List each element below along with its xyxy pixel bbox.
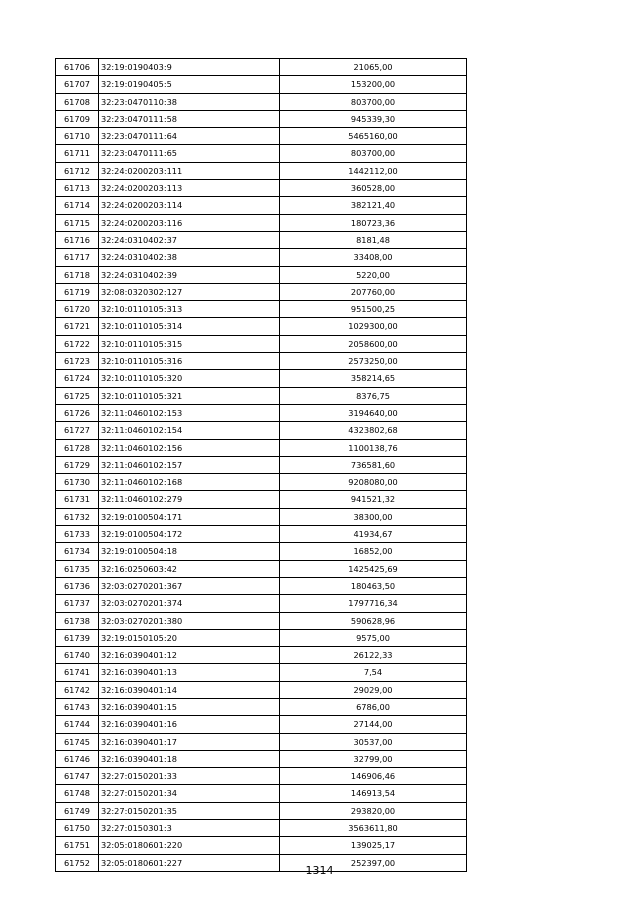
- table-row: [56, 612, 467, 629]
- cadastral-number-cell: 32:19:0100504:172: [99, 526, 280, 543]
- table-row: [56, 750, 467, 767]
- row-number-cell: 61735: [56, 560, 99, 577]
- value-cell: 360528,00: [280, 180, 467, 197]
- cadastral-number-cell: 32:16:0390401:12: [99, 647, 280, 664]
- value-cell: 38300,00: [280, 508, 467, 525]
- table-row: [56, 197, 467, 214]
- cadastral-number-cell: 32:19:0190403:9: [99, 59, 280, 76]
- row-number-cell: 61719: [56, 283, 99, 300]
- value-cell: 139025,17: [280, 837, 467, 854]
- row-number-cell: 61729: [56, 456, 99, 473]
- page-number: 1314: [305, 864, 334, 877]
- table-row: [56, 820, 467, 837]
- cadastral-number-cell: 32:19:0100504:171: [99, 508, 280, 525]
- row-number-cell: 61741: [56, 664, 99, 681]
- row-number-cell: 61731: [56, 491, 99, 508]
- value-cell: 358214,65: [280, 370, 467, 387]
- row-number-cell: 61742: [56, 681, 99, 698]
- row-number-cell: 61739: [56, 629, 99, 646]
- table-row: [56, 837, 467, 854]
- row-number-cell: 61745: [56, 733, 99, 750]
- row-number-cell: 61737: [56, 595, 99, 612]
- table-row: [56, 231, 467, 248]
- value-cell: 146913,54: [280, 785, 467, 802]
- cadastral-number-cell: 32:23:0470111:65: [99, 145, 280, 162]
- cadastral-number-cell: 32:11:0460102:168: [99, 474, 280, 491]
- value-cell: 9575,00: [280, 629, 467, 646]
- row-number-cell: 61711: [56, 145, 99, 162]
- row-number-cell: 61733: [56, 526, 99, 543]
- value-cell: 180723,36: [280, 214, 467, 231]
- value-cell: 41934,67: [280, 526, 467, 543]
- cadastral-number-cell: 32:27:0150301:3: [99, 820, 280, 837]
- row-number-cell: 61723: [56, 353, 99, 370]
- value-cell: 6786,00: [280, 698, 467, 715]
- row-number-cell: 61728: [56, 439, 99, 456]
- table-row: [56, 508, 467, 525]
- row-number-cell: 61746: [56, 750, 99, 767]
- row-number-cell: 61718: [56, 266, 99, 283]
- table-row: [56, 145, 467, 162]
- cadastral-number-cell: 32:10:0110105:321: [99, 387, 280, 404]
- cadastral-number-cell: 32:10:0110105:316: [99, 353, 280, 370]
- value-cell: 803700,00: [280, 145, 467, 162]
- cadastral-number-cell: 32:23:0470110:38: [99, 93, 280, 110]
- cadastral-number-cell: 32:19:0190405:5: [99, 76, 280, 93]
- cadastral-number-cell: 32:16:0250603:42: [99, 560, 280, 577]
- table-row: [56, 802, 467, 819]
- cadastral-number-cell: 32:16:0390401:16: [99, 716, 280, 733]
- cadastral-number-cell: 32:10:0110105:320: [99, 370, 280, 387]
- value-cell: 941521,32: [280, 491, 467, 508]
- table-row: [56, 249, 467, 266]
- table-row: [56, 595, 467, 612]
- table-row: [56, 162, 467, 179]
- cadastral-number-cell: 32:27:0150201:35: [99, 802, 280, 819]
- row-number-cell: 61738: [56, 612, 99, 629]
- value-cell: 30537,00: [280, 733, 467, 750]
- cadastral-number-cell: 32:03:0270201:374: [99, 595, 280, 612]
- value-cell: 951500,25: [280, 301, 467, 318]
- table-row: [56, 629, 467, 646]
- row-number-cell: 61750: [56, 820, 99, 837]
- cadastral-number-cell: 32:24:0310402:37: [99, 231, 280, 248]
- table-row: [56, 128, 467, 145]
- row-number-cell: 61752: [56, 854, 99, 871]
- cadastral-number-cell: 32:19:0100504:18: [99, 543, 280, 560]
- value-cell: 146906,46: [280, 768, 467, 785]
- cadastral-number-cell: 32:16:0390401:13: [99, 664, 280, 681]
- row-number-cell: 61751: [56, 837, 99, 854]
- value-cell: 2058600,00: [280, 335, 467, 352]
- value-cell: 180463,50: [280, 577, 467, 594]
- cadastral-number-cell: 32:27:0150201:34: [99, 785, 280, 802]
- cadastral-number-cell: 32:03:0270201:380: [99, 612, 280, 629]
- value-cell: 5220,00: [280, 266, 467, 283]
- cadastral-number-cell: 32:24:0310402:38: [99, 249, 280, 266]
- value-cell: 1100138,76: [280, 439, 467, 456]
- table-row: [56, 387, 467, 404]
- cadastral-number-cell: 32:05:0180601:220: [99, 837, 280, 854]
- value-cell: 803700,00: [280, 93, 467, 110]
- table-row: [56, 716, 467, 733]
- value-cell: 4323802,68: [280, 422, 467, 439]
- table-row: [56, 110, 467, 127]
- cadastral-number-cell: 32:23:0470111:64: [99, 128, 280, 145]
- value-cell: 21065,00: [280, 59, 467, 76]
- row-number-cell: 61712: [56, 162, 99, 179]
- row-number-cell: 61715: [56, 214, 99, 231]
- table-row: [56, 335, 467, 352]
- table-row: [56, 474, 467, 491]
- cadastral-number-cell: 32:16:0390401:15: [99, 698, 280, 715]
- table-row: [56, 698, 467, 715]
- row-number-cell: 61706: [56, 59, 99, 76]
- cadastral-number-cell: 32:11:0460102:153: [99, 404, 280, 421]
- row-number-cell: 61747: [56, 768, 99, 785]
- value-cell: 1425425,69: [280, 560, 467, 577]
- row-number-cell: 61726: [56, 404, 99, 421]
- value-cell: 33408,00: [280, 249, 467, 266]
- cadastral-number-cell: 32:11:0460102:156: [99, 439, 280, 456]
- value-cell: 382121,40: [280, 197, 467, 214]
- table-row: [56, 785, 467, 802]
- table-row: [56, 318, 467, 335]
- value-cell: 7,54: [280, 664, 467, 681]
- row-number-cell: 61709: [56, 110, 99, 127]
- cadastral-number-cell: 32:24:0200203:114: [99, 197, 280, 214]
- table-row: [56, 353, 467, 370]
- table-row: [56, 214, 467, 231]
- cadastral-number-cell: 32:24:0200203:111: [99, 162, 280, 179]
- table-row: [56, 266, 467, 283]
- cadastral-number-cell: 32:16:0390401:18: [99, 750, 280, 767]
- cadastral-number-cell: 32:11:0460102:279: [99, 491, 280, 508]
- row-number-cell: 61748: [56, 785, 99, 802]
- table-row: [56, 439, 467, 456]
- cadastral-number-cell: 32:03:0270201:367: [99, 577, 280, 594]
- value-cell: 3194640,00: [280, 404, 467, 421]
- table-row: [56, 301, 467, 318]
- cadastral-number-cell: 32:16:0390401:17: [99, 733, 280, 750]
- row-number-cell: 61727: [56, 422, 99, 439]
- table-row: [56, 768, 467, 785]
- cadastral-number-cell: 32:10:0110105:313: [99, 301, 280, 318]
- cadastral-number-cell: 32:08:0320302:127: [99, 283, 280, 300]
- value-cell: 5465160,00: [280, 128, 467, 145]
- cadastral-number-cell: 32:27:0150201:33: [99, 768, 280, 785]
- table-row: [56, 93, 467, 110]
- value-cell: 1029300,00: [280, 318, 467, 335]
- table-row: [56, 404, 467, 421]
- value-cell: 26122,33: [280, 647, 467, 664]
- value-cell: 207760,00: [280, 283, 467, 300]
- table-row: [56, 681, 467, 698]
- value-cell: 590628,96: [280, 612, 467, 629]
- row-number-cell: 61707: [56, 76, 99, 93]
- row-number-cell: 61722: [56, 335, 99, 352]
- table-row: [56, 577, 467, 594]
- table-row: [56, 560, 467, 577]
- value-cell: 9208080,00: [280, 474, 467, 491]
- row-number-cell: 61714: [56, 197, 99, 214]
- row-number-cell: 61710: [56, 128, 99, 145]
- table-row: [56, 456, 467, 473]
- row-number-cell: 61721: [56, 318, 99, 335]
- table-row: [56, 422, 467, 439]
- table-row: [56, 664, 467, 681]
- value-cell: 945339,30: [280, 110, 467, 127]
- value-cell: 252397,00: [280, 854, 467, 871]
- cadastral-number-cell: 32:24:0200203:116: [99, 214, 280, 231]
- row-number-cell: 61740: [56, 647, 99, 664]
- row-number-cell: 61749: [56, 802, 99, 819]
- row-number-cell: 61734: [56, 543, 99, 560]
- row-number-cell: 61724: [56, 370, 99, 387]
- cadastral-number-cell: 32:23:0470111:58: [99, 110, 280, 127]
- table-row: [56, 76, 467, 93]
- cadastral-number-cell: 32:10:0110105:314: [99, 318, 280, 335]
- table-row: [56, 370, 467, 387]
- table-row: [56, 59, 467, 76]
- value-cell: 293820,00: [280, 802, 467, 819]
- cadastral-number-cell: 32:11:0460102:154: [99, 422, 280, 439]
- value-cell: 3563611,80: [280, 820, 467, 837]
- table-row: [56, 180, 467, 197]
- value-cell: 8181,48: [280, 231, 467, 248]
- row-number-cell: 61725: [56, 387, 99, 404]
- cadastral-number-cell: 32:05:0180601:227: [99, 854, 280, 871]
- value-cell: 27144,00: [280, 716, 467, 733]
- row-number-cell: 61743: [56, 698, 99, 715]
- table-body: [56, 59, 467, 872]
- table-row: [56, 543, 467, 560]
- value-cell: 16852,00: [280, 543, 467, 560]
- cadastral-number-cell: 32:24:0200203:113: [99, 180, 280, 197]
- table-row: [56, 283, 467, 300]
- table-row: [56, 526, 467, 543]
- row-number-cell: 61720: [56, 301, 99, 318]
- value-cell: 153200,00: [280, 76, 467, 93]
- row-number-cell: 61713: [56, 180, 99, 197]
- row-number-cell: 61730: [56, 474, 99, 491]
- value-cell: 8376,75: [280, 387, 467, 404]
- row-number-cell: 61716: [56, 231, 99, 248]
- value-cell: 32799,00: [280, 750, 467, 767]
- row-number-cell: 61744: [56, 716, 99, 733]
- cadastral-number-cell: 32:16:0390401:14: [99, 681, 280, 698]
- value-cell: 736581,60: [280, 456, 467, 473]
- cadastral-number-cell: 32:24:0310402:39: [99, 266, 280, 283]
- value-cell: 1797716,34: [280, 595, 467, 612]
- value-cell: 2573250,00: [280, 353, 467, 370]
- cadastral-number-cell: 32:19:0150105:20: [99, 629, 280, 646]
- row-number-cell: 61732: [56, 508, 99, 525]
- table-row: [56, 733, 467, 750]
- row-number-cell: 61736: [56, 577, 99, 594]
- value-cell: 1442112,00: [280, 162, 467, 179]
- table-row: [56, 647, 467, 664]
- cadastral-value-table: [55, 58, 467, 872]
- value-cell: 29029,00: [280, 681, 467, 698]
- row-number-cell: 61717: [56, 249, 99, 266]
- cadastral-number-cell: 32:11:0460102:157: [99, 456, 280, 473]
- row-number-cell: 61708: [56, 93, 99, 110]
- cadastral-number-cell: 32:10:0110105:315: [99, 335, 280, 352]
- table-row: [56, 491, 467, 508]
